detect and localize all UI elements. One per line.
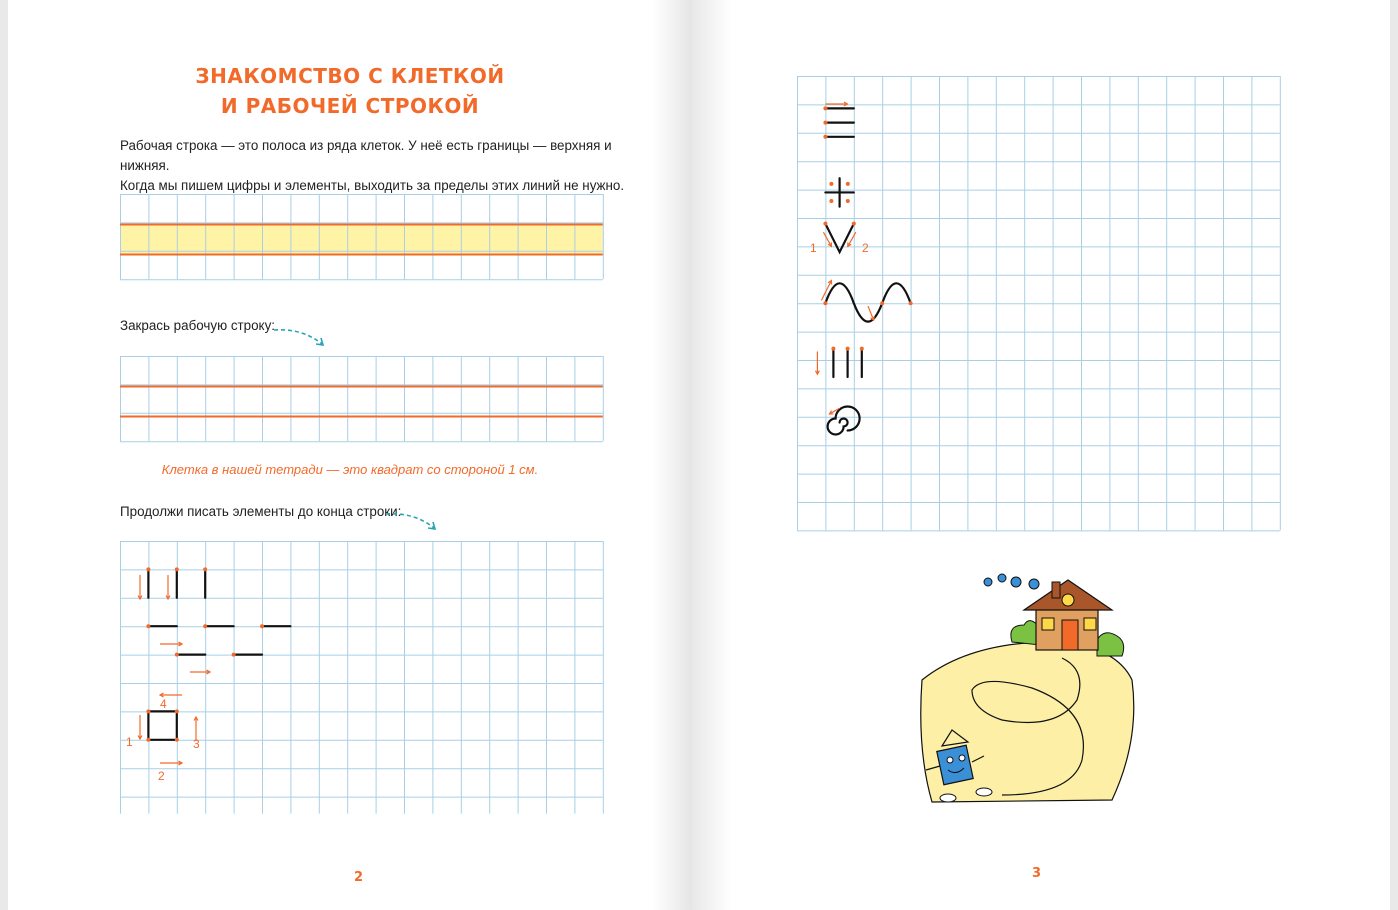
cell-size-note: Клетка в нашей тетради — это квадрат со стороной 1 см.	[161, 462, 539, 477]
square-label-4: 4	[160, 697, 167, 711]
arc-label-1: 1	[810, 241, 817, 255]
square-label-1: 1	[126, 735, 133, 749]
intro-line-2: Когда мы пишем цифры и элементы, выходить за пределы этих линий не нужно.	[120, 178, 625, 193]
instruction-continue-elements: Продолжи писать элементы до конца строки:	[120, 504, 402, 519]
working-row-example-grid	[120, 194, 602, 286]
instruction-color-row: Закрась рабочую строку:	[120, 318, 275, 333]
dashed-arrow-icon	[384, 506, 444, 536]
right-page-content	[692, 0, 1390, 910]
intro-text	[120, 136, 640, 196]
working-row-highlight	[120, 224, 603, 254]
smoke-puffs	[984, 574, 1039, 589]
page-number-left: 2	[354, 870, 364, 885]
working-row-exercise-grid[interactable]	[120, 356, 602, 448]
arc-direction-labels	[797, 76, 1275, 528]
square-label-2: 2	[158, 769, 165, 783]
arc-label-2: 2	[862, 241, 869, 255]
house-illustration	[912, 570, 1142, 815]
left-page-content	[8, 0, 692, 910]
page-title-line1: ЗНАКОМСТВО С КЛЕТКОЙ	[195, 64, 505, 88]
dashed-arrow-icon	[272, 322, 332, 352]
square-element-labels	[120, 541, 602, 816]
square-label-3: 3	[193, 737, 200, 751]
intro-line-1: Рабочая строка — это полоса из ряда клеток. У неё есть границы — верхняя и нижняя.	[120, 138, 612, 173]
page-number-right: 3	[1032, 866, 1042, 881]
page-title-line2: И РАБОЧЕЙ СТРОКОЙ	[220, 94, 480, 118]
